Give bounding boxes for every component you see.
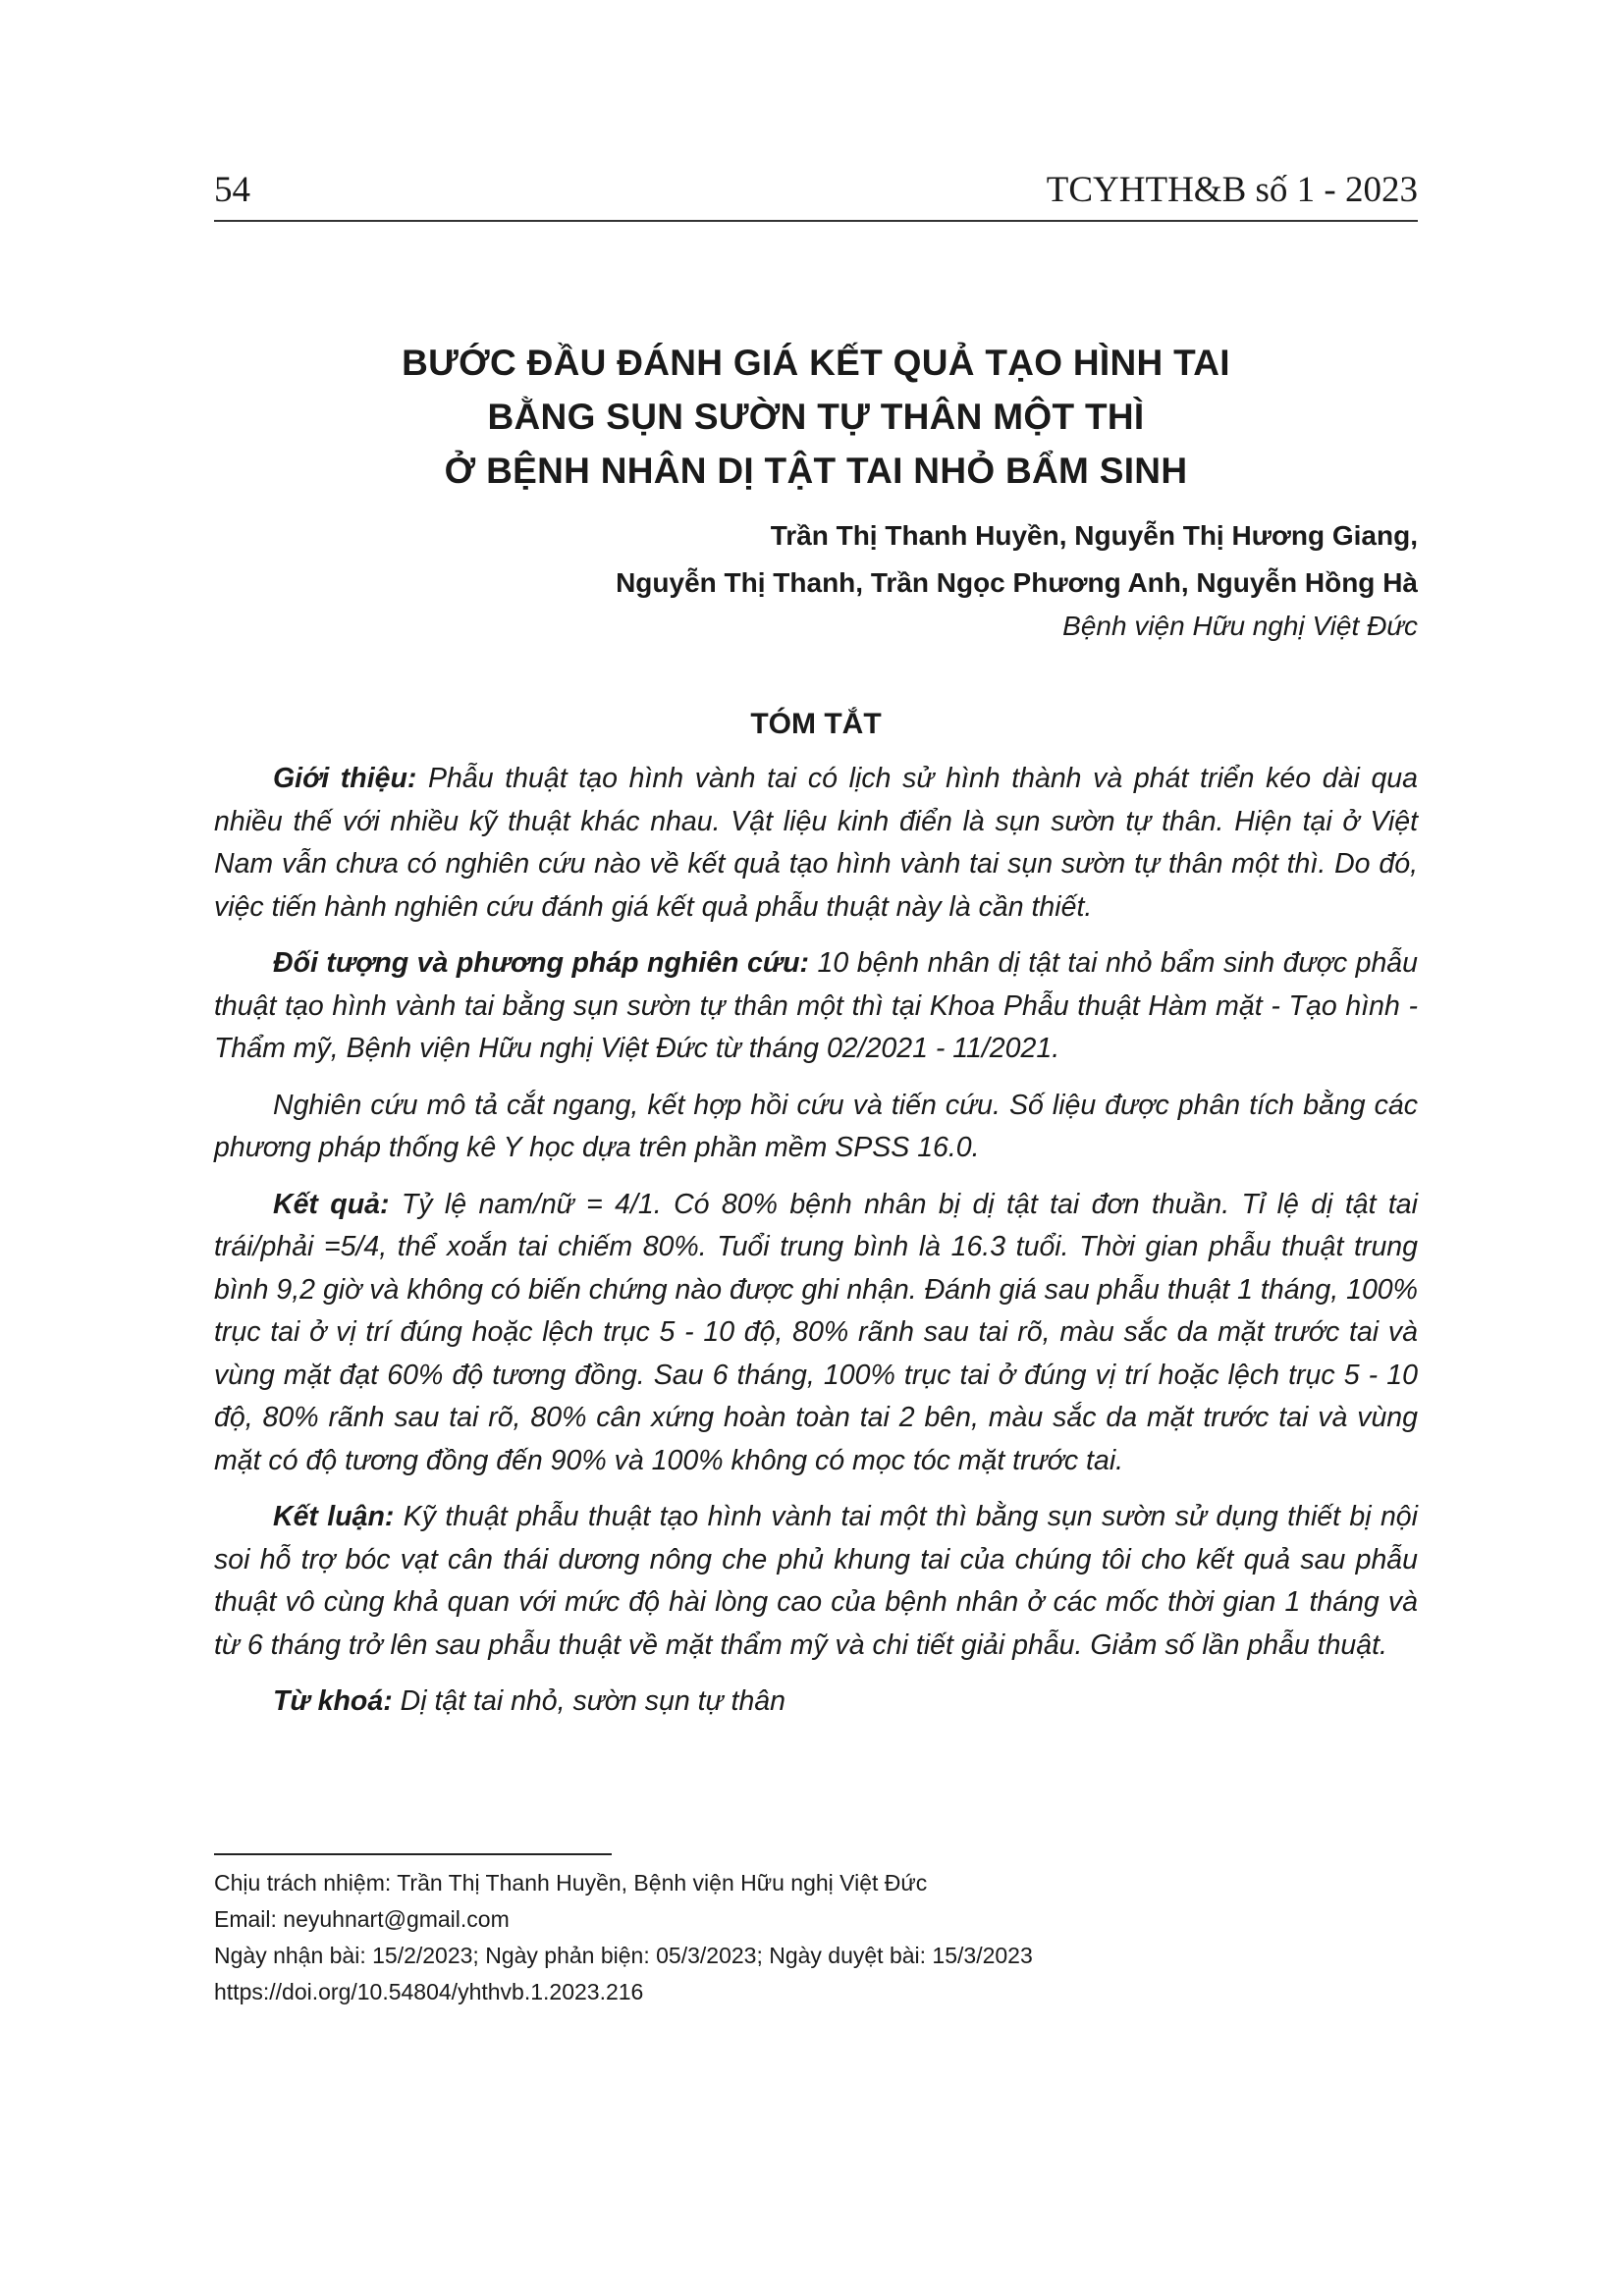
abstract-methods (214, 942, 1418, 1071)
section-label: Kết quả: (273, 1188, 390, 1220)
abstract-introduction (214, 758, 1418, 929)
author-list (240, 512, 1418, 607)
doi-link[interactable]: https://doi.org/10.54804/yhthvb.1.2023.216 (214, 1979, 644, 2004)
page-number: 54 (214, 170, 250, 210)
email: Email: neyuhnart@gmail.com (214, 1906, 510, 1932)
running-header (214, 165, 1418, 222)
abstract-heading: TÓM TẮT (750, 708, 882, 740)
section-text: Kỹ thuật phẫu thuật tạo hình vành tai một thì bằng sụn sườn sử dụng thiết bị nội soi hỗ trợ bóc vạt cân thái dương nông che phủ khung tai của chúng tôi cho kết quả sau phẫu thuật vô cùng khả quan với mức độ hài lòng cao của bệnh nhân ở các mốc thời gian 1 tháng và từ 6 tháng trở lên sau phẫu thuật về mặt thẩm mỹ và chi tiết giải phẫu. Giảm số lần phẫu thuật. (214, 1501, 1418, 1661)
section-label: Từ khoá: (273, 1685, 393, 1717)
author-line: Trần Thị Thanh Huyền, Nguyễn Thị Hương Giang, (770, 520, 1418, 551)
section-label: Kết luận: (273, 1501, 395, 1532)
review-dates: Ngày nhận bài: 15/2/2023; Ngày phản biện: 05/3/2023; Ngày duyệt bài: 15/3/2023 (214, 1943, 1033, 1968)
abstract-body (214, 758, 1418, 1737)
abstract-results (214, 1184, 1418, 1483)
abstract-study-design (214, 1085, 1418, 1170)
section-text: 10 bệnh nhân dị tật tai nhỏ bẩm sinh được phẫu thuật tạo hình vành tai bằng sụn sườn tự thân một thì tại Khoa Phẫu thuật Hàm mặt - Tạo hình - Thẩm mỹ, Bệnh viện Hữu nghị Việt Đức từ tháng 02/2021 - 11/2021. (214, 947, 1418, 1064)
footnote-divider (214, 1853, 612, 1855)
title-line: BẰNG SỤN SƯỜN TỰ THÂN MỘT THÌ (487, 397, 1145, 437)
section-text: Phẫu thuật tạo hình vành tai có lịch sử hình thành và phát triển kéo dài qua nhiều thế với nhiều kỹ thuật khác nhau. Vật liệu kinh điển là sụn sườn tự thân. Hiện tại ở Việt Nam vẫn chưa có nghiên cứu nào về kết quả tạo hình vành tai sụn sườn tự thân một thì. Do đó, việc tiến hành nghiên cứu đánh giá kết quả phẫu thuật này là cần thiết. (214, 763, 1419, 923)
author-affiliation: Bệnh viện Hữu nghị Việt Đức (1062, 611, 1418, 641)
section-label: Đối tượng và phương pháp nghiên cứu: (273, 947, 810, 979)
section-text: Dị tật tai nhỏ, sườn sụn tự thân (400, 1685, 785, 1717)
article-title (214, 336, 1418, 498)
abstract-conclusion (214, 1496, 1418, 1667)
footnotes (214, 1865, 1418, 2010)
corresponding-author: Chịu trách nhiệm: Trần Thị Thanh Huyền, Bệnh viện Hữu nghị Việt Đức (214, 1870, 928, 1896)
section-label: Giới thiệu: (273, 763, 417, 794)
journal-issue: TCYHTH&B số 1 - 2023 (1046, 170, 1418, 210)
title-line: Ở BỆNH NHÂN DỊ TẬT TAI NHỎ BẨM SINH (444, 451, 1188, 491)
author-line: Nguyễn Thị Thanh, Trần Ngọc Phương Anh, Nguyễn Hồng Hà (616, 567, 1418, 598)
abstract-keywords (214, 1681, 1418, 1724)
section-text: Nghiên cứu mô tả cắt ngang, kết hợp hồi cứu và tiến cứu. Số liệu được phân tích bằng các phương pháp thống kê Y học dựa trên phần mềm SPSS 16.0. (214, 1089, 1418, 1163)
title-line: BƯỚC ĐẦU ĐÁNH GIÁ KẾT QUẢ TẠO HÌNH TAI (402, 343, 1230, 383)
section-text: Tỷ lệ nam/nữ = 4/1. Có 80% bệnh nhân bị dị tật tai đơn thuần. Tỉ lệ dị tật tai trái/phải =5/4, thể xoắn tai chiếm 80%. Tuổi trung bình là 16.3 tuổi. Thời gian phẫu thuật trung bình 9,2 giờ và không có biến chứng nào được ghi nhận. Đánh giá sau phẫu thuật 1 tháng, 100% trục tai ở vị trí đúng hoặc lệch trục 5 - 10 độ, 80% rãnh sau tai rõ, màu sắc da mặt trước tai và vùng mặt đạt 60% độ tương đồng. Sau 6 tháng, 100% trục tai ở đúng vị trí hoặc lệch trục 5 - 10 độ, 80% rãnh sau tai rõ, 80% cân xứng hoàn toàn tai 2 bên, màu sắc da mặt trước tai và vùng mặt có độ tương đồng đến 90% và 100% không có mọc tóc mặt trước tai. (214, 1188, 1418, 1476)
